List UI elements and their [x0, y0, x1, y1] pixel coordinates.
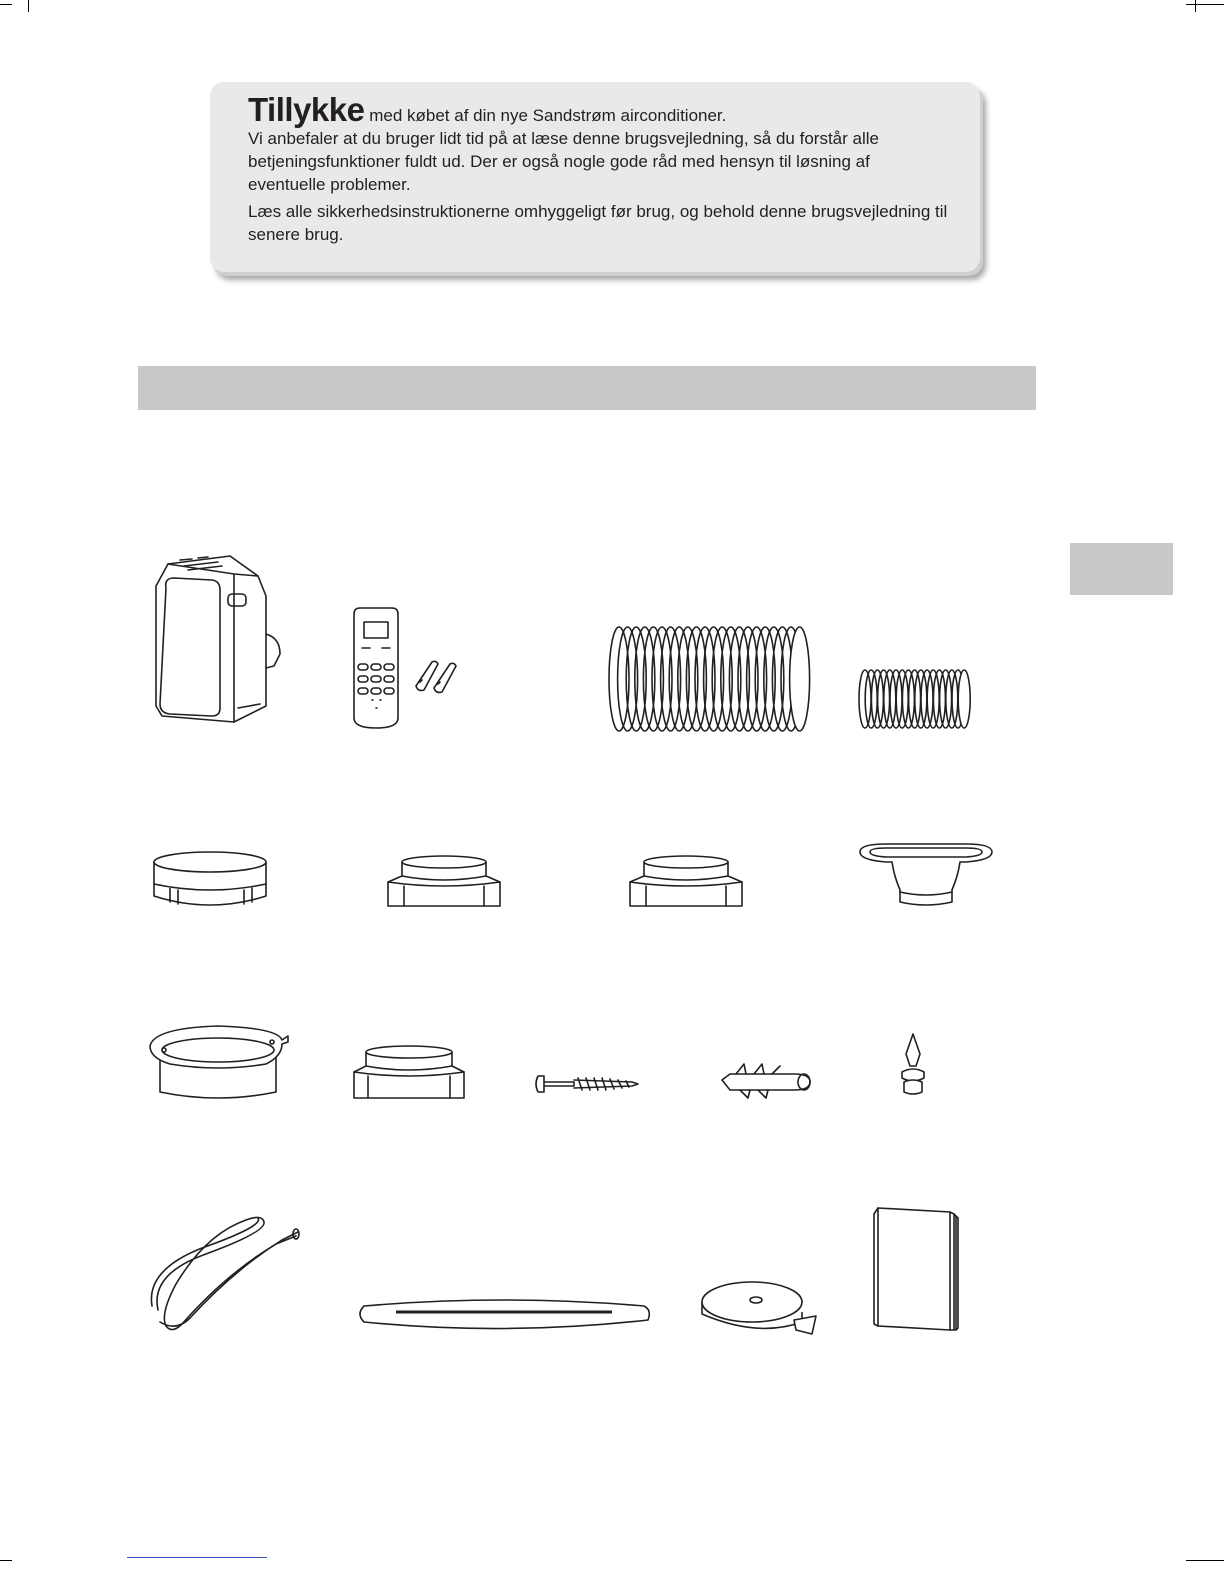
welcome-text	[248, 91, 948, 246]
welcome-title: Tillykke	[248, 91, 365, 128]
hose-ring-icon	[148, 850, 272, 910]
welcome-paragraph-1: Vi anbefaler at du bruger lidt tid på at læse denne brugsvejledning, så du forstår alle betjeningsfunktioner fuldt ud. Der er også nogle gode råd med hensyn til løsning af eventuelle problemer.	[248, 129, 879, 194]
exhaust-hose-small-icon	[855, 668, 975, 730]
crop-mark-top-left	[0, 4, 12, 5]
drain-hose-icon	[146, 1214, 302, 1332]
window-nozzle-icon	[856, 842, 996, 908]
drain-plug-icon	[898, 1032, 928, 1098]
section-header-bar	[138, 366, 1036, 410]
crop-mark-bottom-left	[0, 1560, 12, 1561]
wall-adapter-icon	[352, 1044, 468, 1102]
welcome-paragraph-2: Læs alle sikkerhedsinstruktionerne omhyggeligt før brug, og behold denne brugsvejledning til senere brug.	[248, 202, 948, 244]
wall-plug-icon	[718, 1062, 816, 1100]
hose-adapter-2-icon	[628, 852, 746, 910]
welcome-lead: med købet af din nye Sandstrøm airconditioner.	[364, 106, 727, 125]
batteries-icon	[412, 658, 464, 694]
manual-booklet-icon	[870, 1206, 964, 1336]
hose-rib	[790, 627, 810, 731]
exhaust-hose-large-icon	[605, 624, 815, 734]
screw-icon	[534, 1072, 640, 1096]
wall-flange-icon	[146, 1020, 294, 1100]
footer-link-line	[127, 1557, 267, 1558]
sealing-tape-icon	[698, 1278, 822, 1342]
crop-mark-top-right-vertical	[1195, 0, 1196, 12]
welcome-box	[210, 82, 980, 272]
window-slider-icon	[358, 1300, 652, 1336]
crop-mark-bottom-right	[1186, 1560, 1224, 1561]
hose-rib	[958, 670, 970, 728]
language-side-tab	[1070, 543, 1173, 595]
remote-control-icon	[350, 608, 410, 732]
crop-mark-top-right	[1186, 4, 1224, 5]
crop-mark-top-left-vertical	[28, 0, 29, 12]
hose-adapter-icon	[386, 852, 504, 910]
air-conditioner-unit-icon	[148, 556, 288, 724]
